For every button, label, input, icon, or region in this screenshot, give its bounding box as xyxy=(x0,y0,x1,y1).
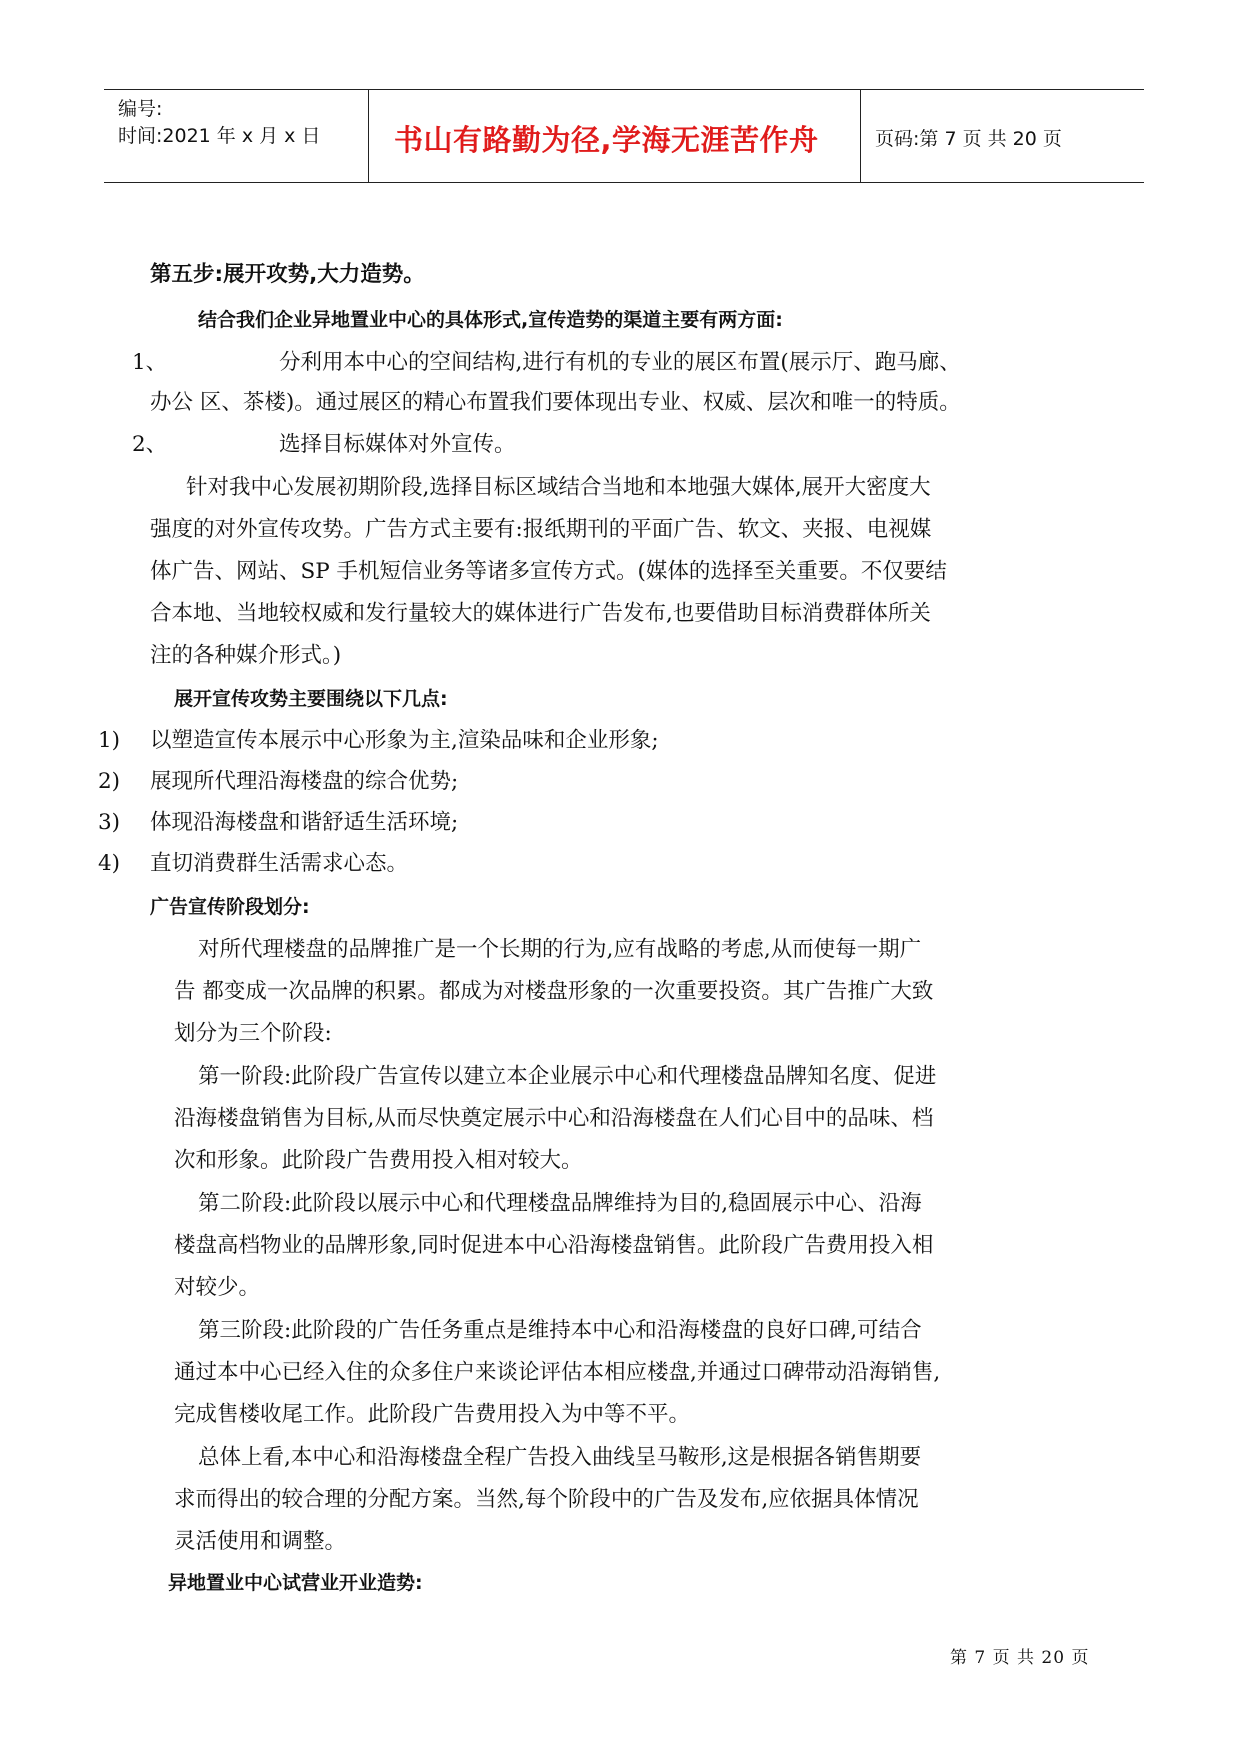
stage2-line: 楼盘高档物业的品牌形象,同时促进本中心沿海楼盘销售。此阶段广告费用投入相 xyxy=(174,1233,934,1258)
summary-line: 总体上看,本中心和沿海楼盘全程广告投入曲线呈马鞍形,这是根据各销售期要 xyxy=(198,1445,922,1470)
footer-page-number: 第 7 页 共 20 页 xyxy=(950,1648,1090,1668)
item1-line1: 分利用本中心的空间结构,进行有机的专业的展区布置(展示厅、跑马廊、 xyxy=(279,350,961,375)
opening-heading: 异地置业中心试营业开业造势: xyxy=(168,1572,423,1594)
point-number: 3) xyxy=(98,810,121,835)
stage3-line: 第三阶段:此阶段的广告任务重点是维持本中心和沿海楼盘的良好口碑,可结合 xyxy=(198,1318,922,1343)
step-heading: 第五步:展开攻势,大力造势。 xyxy=(150,262,425,287)
header-bottom-rule xyxy=(104,182,1144,183)
stage3-line: 完成售楼收尾工作。此阶段广告费用投入为中等不平。 xyxy=(174,1402,691,1427)
ad-stage-heading: 广告宣传阶段划分: xyxy=(150,896,310,918)
point-text: 体现沿海楼盘和谐舒适生活环境; xyxy=(150,810,459,835)
item1-line2: 办公 区、茶楼)。通过展区的精心布置我们要体现出专业、权威、层次和唯一的特质。 xyxy=(150,390,961,415)
header-motto: 书山有路勤为径,学海无涯苦作舟 xyxy=(394,123,819,157)
stage1-line: 沿海楼盘销售为目标,从而尽快奠定展示中心和沿海楼盘在人们心目中的品味、档 xyxy=(174,1106,934,1131)
media-para-line: 注的各种媒介形式。) xyxy=(150,643,342,668)
points-heading: 展开宣传攻势主要围绕以下几点: xyxy=(174,688,448,710)
stage2-line: 第二阶段:此阶段以展示中心和代理楼盘品牌维持为目的,稳固展示中心、沿海 xyxy=(198,1191,922,1216)
item1-number: 1、 xyxy=(132,350,168,375)
summary-line: 求而得出的较合理的分配方案。当然,每个阶段中的广告及发布,应依据具体情况 xyxy=(174,1487,919,1512)
header-page-label: 页码:第 7 页 共 20 页 xyxy=(875,128,1062,150)
media-para-line: 体广告、网站、SP 手机短信业务等诸多宣传方式。(媒体的选择至关重要。不仅要结 xyxy=(150,559,947,584)
stage3-line: 通过本中心已经入住的众多住户来谈论评估本相应楼盘,并通过口碑带动沿海销售, xyxy=(174,1360,941,1385)
point-number: 1) xyxy=(98,728,121,753)
point-text: 展现所代理沿海楼盘的综合优势; xyxy=(150,769,459,794)
intro-line: 结合我们企业异地置业中心的具体形式,宣传造势的渠道主要有两方面: xyxy=(198,309,783,331)
stage2-line: 对较少。 xyxy=(174,1275,261,1300)
point-text: 直切消费群生活需求心态。 xyxy=(150,851,409,876)
point-text: 以塑造宣传本展示中心形象为主,渲染品味和企业形象; xyxy=(150,728,659,753)
item2-number: 2、 xyxy=(132,432,168,457)
header-divider-left xyxy=(368,89,369,182)
header-top-rule xyxy=(104,89,1144,90)
media-para-line: 合本地、当地较权威和发行量较大的媒体进行广告发布,也要借助目标消费群体所关 xyxy=(150,601,931,626)
item2-text: 选择目标媒体对外宣传。 xyxy=(279,432,516,457)
media-para-line: 针对我中心发展初期阶段,选择目标区域结合当地和本地强大媒体,展开大密度大 xyxy=(186,475,931,500)
point-number: 2) xyxy=(98,769,121,794)
point-number: 4) xyxy=(98,851,121,876)
header-divider-right xyxy=(860,89,861,182)
ad-para-line: 告 都变成一次品牌的积累。都成为对楼盘形象的一次重要投资。其广告推广大致 xyxy=(174,979,934,1004)
media-para-line: 强度的对外宣传攻势。广告方式主要有:报纸期刊的平面广告、软文、夹报、电视媒 xyxy=(150,517,932,542)
ad-para-line: 对所代理楼盘的品牌推广是一个长期的行为,应有战略的考虑,从而使每一期广 xyxy=(198,937,922,962)
stage1-line: 第一阶段:此阶段广告宣传以建立本企业展示中心和代理楼盘品牌知名度、促进 xyxy=(198,1064,937,1089)
ad-para-line: 划分为三个阶段: xyxy=(174,1021,332,1046)
stage1-line: 次和形象。此阶段广告费用投入相对较大。 xyxy=(174,1148,583,1173)
doc-number-label: 编号: xyxy=(118,98,163,120)
doc-time-label: 时间:2021 年 x 月 x 日 xyxy=(118,125,321,147)
summary-line: 灵活使用和调整。 xyxy=(174,1529,347,1554)
